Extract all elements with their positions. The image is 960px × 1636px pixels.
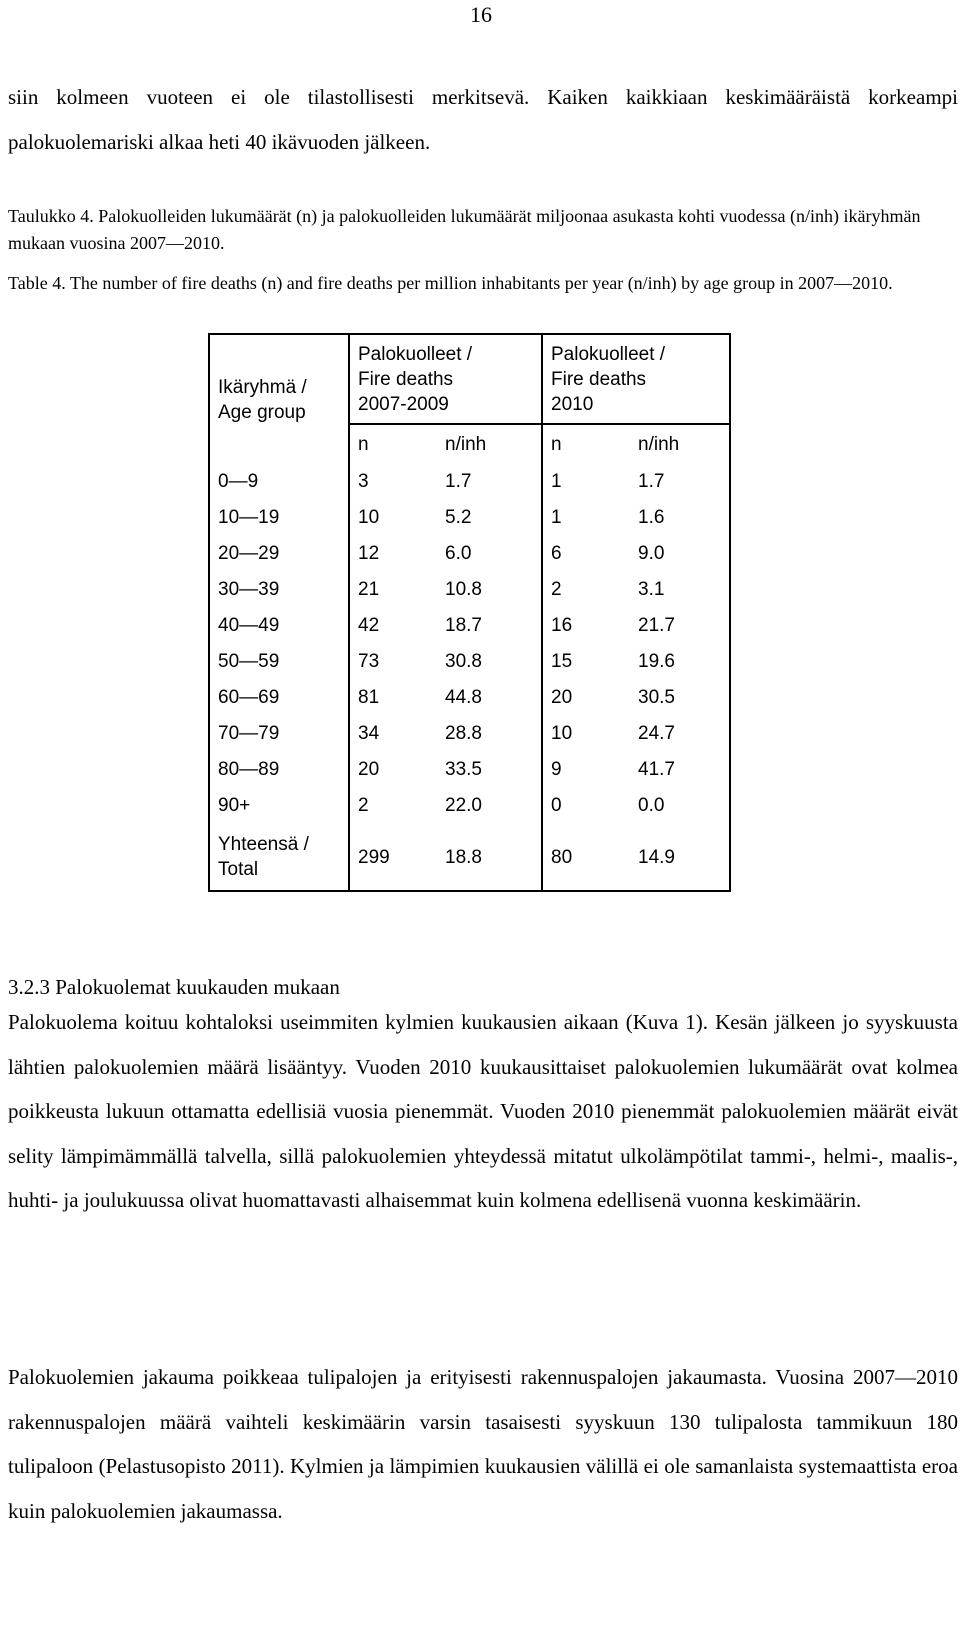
n-period1-cell: 2 [358,795,369,816]
table-row [209,464,730,500]
n-period1-cell: 42 [358,615,380,636]
inh-period2-cell: 21.7 [630,608,730,644]
inh-period1-cell: 28.8 [437,716,542,752]
n-period2-cell: 6 [551,543,562,564]
age-group-cell: 10—19 [209,500,349,536]
inh-period2-cell: 41.7 [630,752,730,788]
n-period1-cell: 20 [358,759,380,780]
paragraph-distribution: Palokuolemien jakauma poikkeaa tulipalojen ja erityisesti rakennuspalojen jakaumasta. Vuosina 2007—2010 rakennuspalojen määrä vaihteli keskimäärin varsin tasaisesti syyskuun 130 tulipalosta tammikuun 180 tulipaloon (Pelastusopisto 2011). Kylmien ja lämpimien kuukausien välillä ei ole samanlaista systemaattista eroa kuin palokuolemien jakaumassa. [8,1365,958,1523]
age-group-header-line2: Age group [218,401,306,423]
total-label [209,824,349,891]
subheader-inh-period2: n/inh [630,424,730,464]
table-row [209,716,730,752]
total-label-line2: Total [218,859,259,880]
n-period1-cell: 34 [358,723,380,744]
age-group-cell: 60—69 [209,680,349,716]
table-row [209,572,730,608]
period-2007-2009-header [349,334,542,424]
inh-period1-cell: 18.7 [437,608,542,644]
inh-period1-cell: 1.7 [437,464,542,500]
table-row [209,752,730,788]
n-period1-cell: 12 [358,543,380,564]
n-period2-cell: 15 [551,651,573,672]
total-label-line1: Yhteensä / [218,834,309,855]
n-period2-cell: 1 [551,507,562,528]
table-row [209,536,730,572]
inh-period1-cell: 33.5 [437,752,542,788]
subheader-inh-period1: n/inh [437,424,542,464]
inh-period1-cell: 10.8 [437,572,542,608]
section-heading: 3.2.3 Palokuolemat kuukauden mukaan [8,975,340,999]
age-group-cell: 80—89 [209,752,349,788]
period-2010-header [542,334,730,424]
subheader-n-period2: n [551,433,562,455]
n-period1-cell: 81 [358,687,380,708]
age-group-cell: 40—49 [209,608,349,644]
period1-header-line2: Fire deaths [358,368,454,390]
period2-header-line1: Palokuolleet / [551,343,666,365]
n-period2-cell: 10 [551,723,573,744]
total-inh-period1: 18.8 [437,824,542,891]
inh-period1-cell: 22.0 [437,788,542,824]
inh-period2-cell: 3.1 [630,572,730,608]
n-period2-cell: 9 [551,759,562,780]
age-group-cell: 30—39 [209,572,349,608]
n-period1-cell: 21 [358,579,380,600]
page-number: 16 [470,2,492,27]
inh-period1-cell: 30.8 [437,644,542,680]
age-group-cell: 50—59 [209,644,349,680]
inh-period2-cell: 1.6 [630,500,730,536]
inh-period1-cell: 44.8 [437,680,542,716]
age-group-header [209,334,349,464]
n-period2-cell: 1 [551,471,562,492]
inh-period1-cell: 5.2 [437,500,542,536]
n-period1-cell: 73 [358,651,380,672]
table-caption-finnish: Taulukko 4. Palokuolleiden lukumäärät (n) ja palokuolleiden lukumäärät miljoonaa asukasta kohti vuodessa (n/inh) ikäryhmän mukaan vuosina 2007—2010. [8,206,921,253]
age-group-cell: 90+ [209,788,349,824]
inh-period1-cell: 6.0 [437,536,542,572]
period2-header-line3: 2010 [551,393,594,415]
total-n-period2: 80 [542,824,630,891]
age-group-header-line1: Ikäryhmä / [218,376,307,398]
n-period2-cell: 16 [551,615,573,636]
table-header-row [209,334,730,424]
period1-header-line3: 2007-2009 [358,393,449,415]
intro-paragraph: siin kolmeen vuoteen ei ole tilastollisesti merkitsevä. Kaiken kaikkiaan keskimääräistä korkeampi palokuolemariski alkaa heti 40 ikävuoden jälkeen. [8,85,958,154]
table-total-row [209,824,730,891]
inh-period2-cell: 30.5 [630,680,730,716]
paragraph-monthly-deaths: Palokuolema koituu kohtaloksi useimmiten kylmien kuukausien aikaan (Kuva 1). Kesän jälkeen jo syyskuusta lähtien palokuolemien määrä lisääntyy. Vuoden 2010 kuukausittaiset palokuolemien lukumäärät ovat kolmea poikkeusta lukuun ottamatta edellisiä vuosia pienemmät. Vuoden 2010 pienemmät palokuolemien määrät eivät selity lämpimämmällä talvella, sillä palokuolemien yhteydessä mitatut ulkolämpötilat tammi-, helmi-, maalis-, huhti- ja joulukuussa olivat huomattavasti alhaisemmat kuin kolmena edellisenä vuonna keskimäärin. [8,1010,958,1212]
n-period2-cell: 2 [551,579,562,600]
inh-period2-cell: 1.7 [630,464,730,500]
fire-deaths-table [208,333,731,892]
table-row [209,644,730,680]
n-period2-cell: 20 [551,687,573,708]
total-n-period1: 299 [349,824,437,891]
n-period1-cell: 3 [358,471,369,492]
table-row [209,608,730,644]
period2-header-line2: Fire deaths [551,368,647,390]
table-row [209,500,730,536]
total-inh-period2: 14.9 [630,824,730,891]
n-period2-cell: 0 [551,795,562,816]
inh-period2-cell: 9.0 [630,536,730,572]
subheader-n-period1: n [358,433,369,455]
age-group-cell: 20—29 [209,536,349,572]
period1-header-line1: Palokuolleet / [358,343,473,365]
inh-period2-cell: 0.0 [630,788,730,824]
inh-period2-cell: 24.7 [630,716,730,752]
inh-period2-cell: 19.6 [630,644,730,680]
n-period1-cell: 10 [358,507,380,528]
table-row [209,788,730,824]
age-group-cell: 0—9 [209,464,349,500]
age-group-cell: 70—79 [209,716,349,752]
table-caption-english: Table 4. The number of fire deaths (n) and fire deaths per million inhabitants per year (n/inh) by age group in 2007—2010. [8,273,893,293]
table-row [209,680,730,716]
